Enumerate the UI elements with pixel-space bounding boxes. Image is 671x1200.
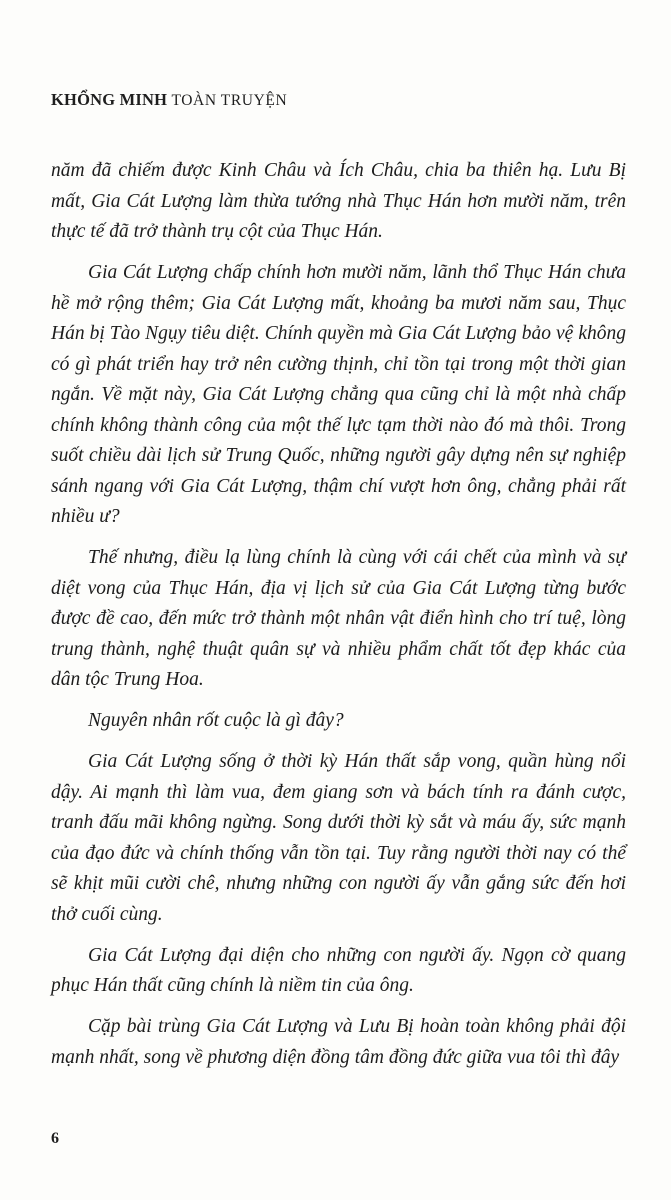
paragraph: Thế nhưng, điều lạ lùng chính là cùng với cái chết của mình và sự diệt vong của Thục Hán, địa vị lịch sử của Gia Cát Lượng từng bước được đề cao, đến mức trở thành một nhân vật điển hình cho trí tuệ, lòng trung thành, nghệ thuật quân sự và nhiều phẩm chất tốt đẹp khác của dân tộc Trung Hoa. — [51, 547, 626, 690]
running-header — [51, 90, 287, 110]
header-title-bold: KHỔNG MINH — [51, 90, 168, 109]
paragraph: Gia Cát Lượng chấp chính hơn mười năm, lãnh thổ Thục Hán chưa hề mở rộng thêm; Gia Cát Lượng mất, khoảng ba mươi năm sau, Thục Hán bị Tào Ngụy tiêu diệt. Chính quyền mà Gia Cát Lượng bảo vệ không có gì phát triển hay trở nên cường thịnh, chỉ tồn tại trong một thời gian ngắn. Về mặt này, Gia Cát Lượng chẳng qua cũng chỉ là một nhà chấp chính không thành công của một thế lực tạm thời nào đó mà thôi. Trong suốt chiều dài lịch sử Trung Quốc, những người gây dựng nên sự nghiệp sánh ngang với Gia Cát Lượng, thậm chí vượt hơn ông, chẳng phải rất nhiều ư? — [51, 262, 626, 527]
paragraph: Nguyên nhân rốt cuộc là gì đây? — [88, 710, 344, 731]
header-title-light: TOÀN TRUYỆN — [171, 92, 288, 109]
paragraph: Gia Cát Lượng đại diện cho những con người ấy. Ngọn cờ quang phục Hán thất cũng chính là niềm tin của ông. — [51, 944, 626, 996]
paragraph-continuation: năm đã chiếm được Kinh Châu và Ích Châu, chia ba thiên hạ. Lưu Bị mất, Gia Cát Lượng làm thừa tướng nhà Thục Hán hơn mười năm, trên thực tế đã trở thành trụ cột của Thục Hán. — [51, 160, 626, 242]
body-text — [51, 156, 626, 1084]
page-number: 6 — [51, 1130, 59, 1147]
paragraph: Cặp bài trùng Gia Cát Lượng và Lưu Bị hoàn toàn không phải đội mạnh nhất, song về phương diện đồng tâm đồng đức giữa vua tôi thì đây — [51, 1016, 626, 1068]
paragraph: Gia Cát Lượng sống ở thời kỳ Hán thất sắp vong, quần hùng nổi dậy. Ai mạnh thì làm vua, đem giang sơn và bách tính ra đánh cược, tranh đấu mãi không ngừng. Song dưới thời kỳ sắt và máu ấy, sức mạnh của đạo đức và chính thống vẫn tồn tại. Tuy rằng người thời nay có thể sẽ khịt mũi cười chê, nhưng những con người ấy vẫn gắng sức đến hơi thở cuối cùng. — [51, 751, 626, 925]
